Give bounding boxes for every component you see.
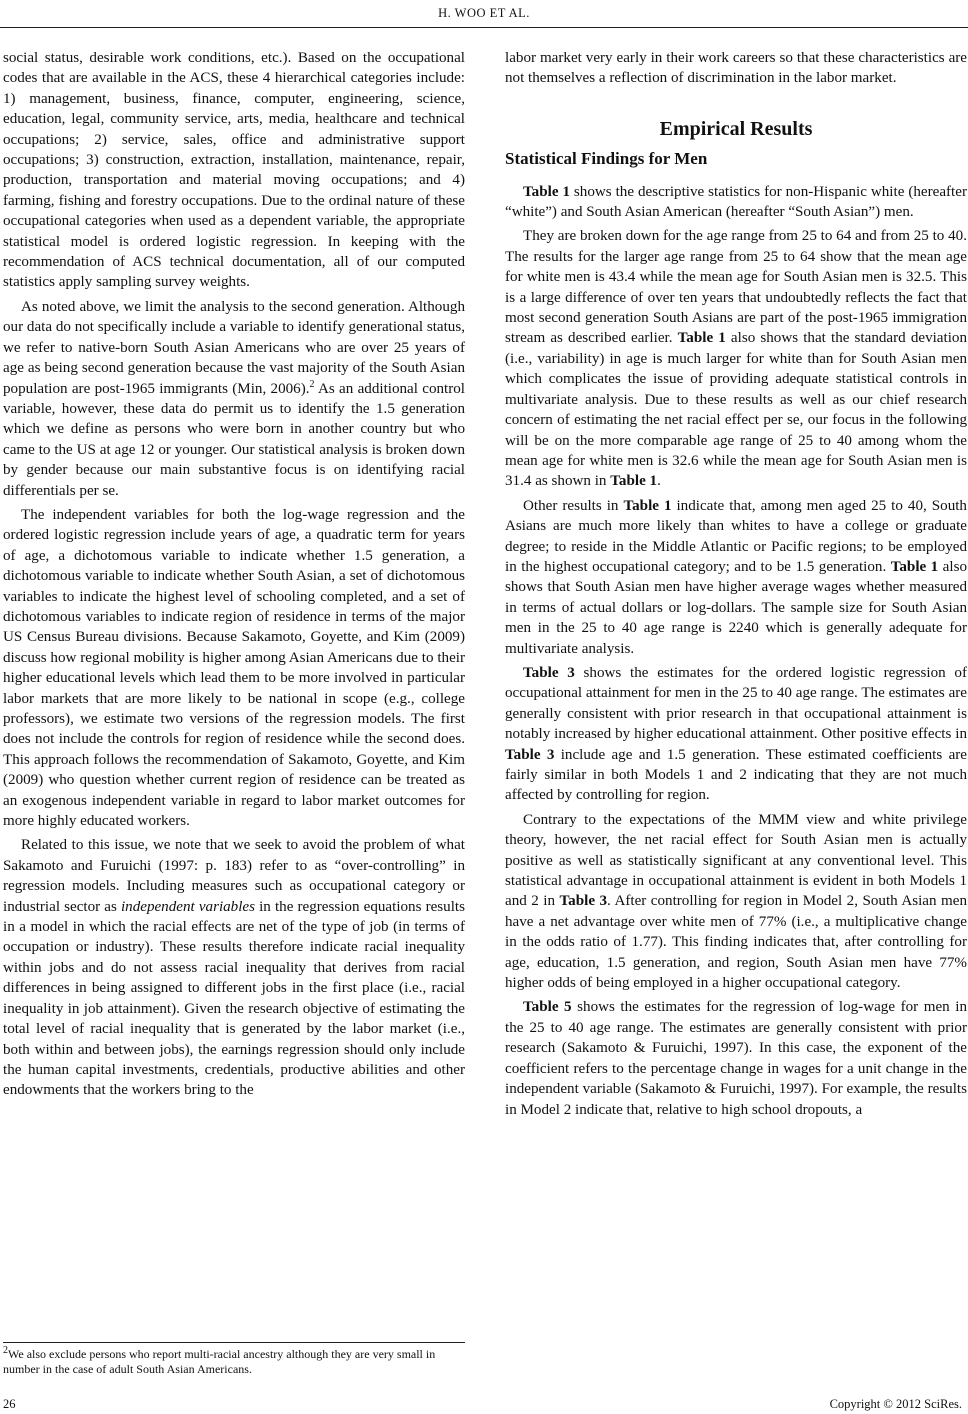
table-ref: Table 1 xyxy=(523,183,570,200)
table-ref: Table 1 xyxy=(890,558,939,575)
page-number: 26 xyxy=(3,1397,16,1411)
text-run: in the regression equations results in a model in which the racial effects are net of the type of job (in terms of occupation or industry). These results therefore indicate racial inequality within jobs and do not assess racial inequality that derives from racial differences in being assigned to different jobs in the first place (i.e., racial inequality in job attainment). Given the research objective of estimating the total level of racial inequality that is generated by the labor market (i.e., both within and between jobs), the earnings regression should only include the human capital investments, credentials, productive abilities and other endowments that the workers bring to the xyxy=(3,898,465,1099)
text-run: . xyxy=(657,473,661,490)
footnote-text: We also exclude persons who report multi-racial ancestry although they are very small in number in the case of adult South Asian Americans. xyxy=(3,1347,436,1376)
text-run: . After controlling for region in Model 2, South Asian men have a net advantage over white men of 77% (i.e., a multiplicative change in the odds ratio of 1.77). This finding indicates that, after controlling for age, education, 1.5 generation, and region, South Asian men have 77% higher odds of being employed in a higher occupational category. xyxy=(505,893,968,992)
text-run: As noted above, we limit the analysis to the second generation. Although our data do not specifically include a variable to identify generational status, we refer to native-born South Asian Americans who are over 25 years of age as being second generation because the vast majority of the South Asian population are post-1965 immigrants (Min, 2006). xyxy=(3,298,465,397)
footnote-ref: 2 xyxy=(309,378,315,390)
paragraph-mmm-view xyxy=(505,810,967,994)
paragraph-over-controlling xyxy=(3,835,465,1100)
header-divider xyxy=(0,27,968,28)
text-run: Other results in xyxy=(523,497,624,514)
text-run: Related to this issue, we note that we seek to avoid the problem of what Sakamoto and Furuichi (1997: p. 183) refer to as “over-controlling” in regression models. Including measures such as occupational category or industrial sector as xyxy=(3,837,465,915)
paragraph-table5 xyxy=(505,997,967,1119)
table-ref: Table 3 xyxy=(505,746,555,763)
section-heading: Empirical Results xyxy=(659,117,813,140)
text-run: shows the descriptive statistics for non-Hispanic white (hereafter “white”) and South Asian American (hereafter “South Asian”) men. xyxy=(505,183,967,221)
table-ref: Table 3 xyxy=(523,664,575,681)
text-run: Contrary to the expectations of the MMM view and white privilege theory, however, the net racial effect for South Asian men is actually positive as well as statistically significant at any conventional level. This statistical advantage in occupational attainment is evident in both Models 1 and 2 in xyxy=(505,811,967,910)
footnote-divider xyxy=(3,1342,465,1343)
copyright-notice: Copyright © 2012 SciRes. xyxy=(829,1397,962,1411)
paragraph-occupational-categories: social status, desirable work conditions, etc.). Based on the occupational codes that are available in the ACS, these 4 hierarchical categories include: 1) management, business, finance, computer, engineering, science, education, legal, community service, arts, media, healthcare and technical occupations; 2) service, sales, office and administrative support occupations; 3) construction, extraction, installation, maintenance, repair, production, transportation and material moving occupations; and 4) farming, fishing and forestry occupations. Due to the ordinal nature of these occupational categories when used as a dependent variable, the appropriate statistical model is ordered logistic regression. In keeping with the recommendation of ACS technical documentation, all of our computed statistics apply sampling survey weights. xyxy=(3,50,465,291)
paragraph-labor-market: labor market very early in their work careers so that these characteristics are not themselves a reflection of discrimination in the labor market. xyxy=(505,50,967,87)
paragraph-second-generation xyxy=(3,297,465,501)
paragraph-table3 xyxy=(505,663,967,806)
right-column xyxy=(505,48,967,1124)
text-run: shows the estimates for the regression of log-wage for men in the 25 to 40 age range. The estimates are generally consistent with prior research (Sakamoto & Furuichi, 1997). In this case, the exponent of the coefficient refers to the percentage change in wages for a unit change in the independent variable (Sakamoto & Furuichi, 1997). For example, the results in Model 2 indicate that, relative to high school dropouts, a xyxy=(505,999,967,1118)
left-column xyxy=(3,48,465,1105)
table-ref: Table 1 xyxy=(610,473,658,490)
table-ref: Table 1 xyxy=(677,330,726,347)
footnote xyxy=(3,1347,465,1377)
table-ref: Table 3 xyxy=(559,893,608,910)
text-run: They are broken down for the age range from 25 to 64 and from 25 to 40. The results for the larger age range from 25 to 64 show that the mean age for white men is 43.4 while the mean age for South Asian men is 32.5. This is a large difference of over ten years that undoubtedly reflects the fact that most second generation South Asians are part of the post-1965 immigration stream as described earlier. xyxy=(505,228,967,347)
text-run: also shows that the standard deviation (i.e., variability) in age is much larger for white than for South Asian men which complicates the issue of providing adequate statistical controls in multivariate analysis. Due to these results as well as our chief research concern of estimating the net racial effect per se, our focus in the following will be on the more comparable age range of 25 to 40 among whom the mean age for white men is 32.6 while the mean age for South Asian men is 31.4 as shown in xyxy=(505,330,967,490)
running-head: H. WOO ET AL. xyxy=(438,6,530,20)
text-run: As an additional control variable, however, these data do permit us to identify the 1.5 generation which we define as persons who were born in another country but who came to the US at age 12 or younger. Our statistical analysis is broken down by gender because our main substantive focus is on identifying racial differentials per se. xyxy=(3,380,465,499)
text-run: include age and 1.5 generation. These estimated coefficients are fairly similar in both Models 1 and 2 indicating that they are not much affected by controlling for region. xyxy=(505,746,967,804)
paragraph-age-range xyxy=(505,226,967,491)
paragraph-table1 xyxy=(505,182,967,223)
paragraph-independent-variables: The independent variables for both the log-wage regression and the ordered logistic regression include years of age, a quadratic term for years of age, a dichotomous variable to indicate whether 1.5 generation, a dichotomous variable to indicate whether South Asian, a set of dichotomous variables to indicate the highest level of schooling completed, and a set of dichotomous variables to indicate region of residence in terms of the major US Census Bureau divisions. Because Sakamoto, Goyette, and Kim (2009) discuss how regional mobility is higher among Asian Americans due to their higher educational levels which lead them to be more involved in particular labor markets that are more likely to be national in scope (e.g., college professors), we estimate two versions of the regression models. The first does not include the controls for region of residence while the second does. This approach follows the recommendation of Sakamoto, Goyette, and Kim (2009) who question whether current region of residence can be treated as an exogenous independent variable in regard to labor market outcomes for more highly educated workers. xyxy=(3,506,465,830)
paragraph-other-results xyxy=(505,496,967,659)
text-run: shows the estimates for the ordered logistic regression of occupational attainment for men in the 25 to 40 age range. The estimates are generally consistent with prior research in that occupational attainment is notably increased by higher educational attainment. Other positive effects in xyxy=(505,664,967,743)
italic-term: independent variables xyxy=(120,898,255,915)
text-run: also shows that South Asian men have higher average wages whether measured in terms of actual dollars or log-dollars. The sample size for South Asian men in the 25 to 40 age range is 2240 which is generally adequate for multivariate analysis. xyxy=(505,558,967,657)
text-run: indicate that, among men aged 25 to 40, South Asians are much more likely than whites to have a college or graduate degree; to reside in the Middle Atlantic or Pacific regions; to be employed in the highest occupational category; and to be 1.5 generation. xyxy=(505,497,967,575)
table-ref: Table 5 xyxy=(523,999,572,1016)
table-ref: Table 1 xyxy=(623,497,672,514)
subsection-heading: Statistical Findings for Men xyxy=(505,149,708,169)
footnote-marker: 2 xyxy=(3,1345,8,1356)
